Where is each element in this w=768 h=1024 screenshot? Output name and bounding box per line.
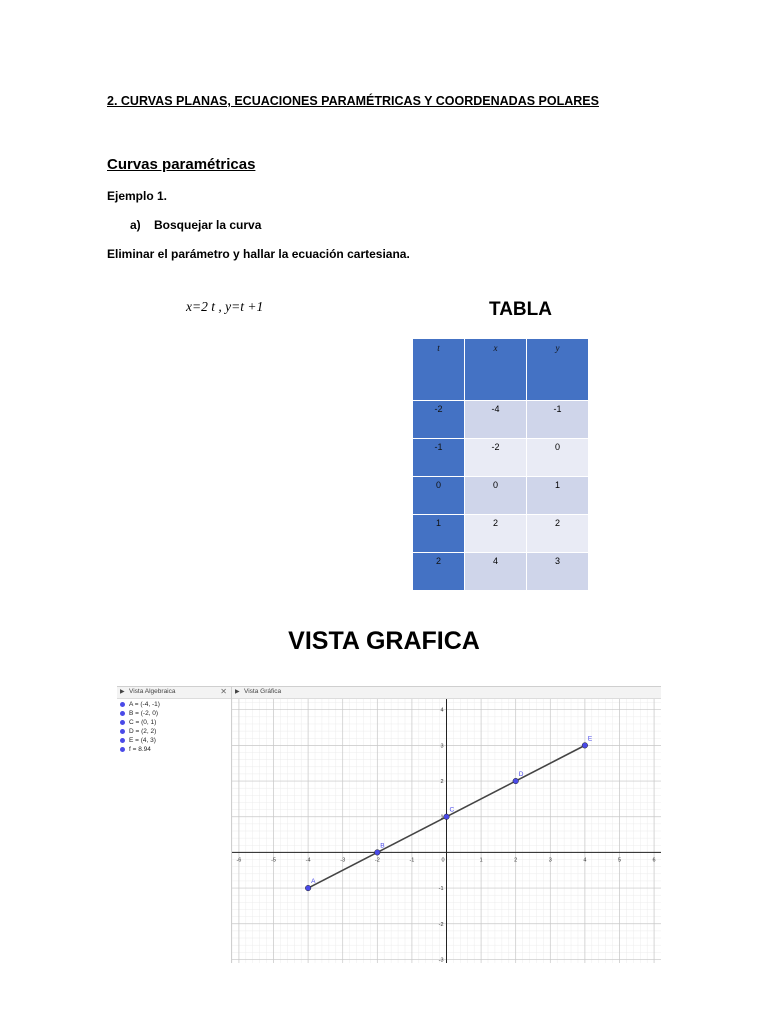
- point-label: E: [587, 735, 593, 743]
- x-tick-label: -4: [305, 857, 311, 864]
- point-visibility-icon[interactable]: [120, 729, 125, 734]
- algebra-view-panel: [117, 687, 232, 963]
- y-tick-label: -3: [438, 957, 444, 963]
- algebra-view-header: [117, 687, 231, 699]
- table-cell: -2: [413, 401, 465, 439]
- table-cell: 0: [413, 477, 465, 515]
- table-header-t: t: [413, 339, 465, 401]
- subsection-title: Curvas paramétricas: [107, 156, 256, 173]
- graphics-view-header: [232, 687, 661, 699]
- x-tick-label: 5: [617, 857, 622, 864]
- table-row: [413, 477, 589, 515]
- table-cell: -1: [527, 401, 589, 439]
- coordinate-plane[interactable]: [232, 699, 661, 963]
- table-cell: 2: [527, 515, 589, 553]
- table-cell: 2: [413, 553, 465, 591]
- x-tick-label: 1: [479, 857, 483, 864]
- point-visibility-icon[interactable]: [120, 720, 125, 725]
- section-title: 2. CURVAS PLANAS, ECUACIONES PARAMÉTRICAS Y COORDENADAS POLARES: [107, 94, 599, 108]
- table-header-row: [413, 339, 589, 401]
- table-row: [413, 553, 589, 591]
- point-a: [305, 885, 311, 891]
- graphics-view-panel[interactable]: [232, 687, 661, 963]
- values-table: [412, 338, 589, 591]
- algebra-item[interactable]: E = (4, 3): [120, 737, 156, 745]
- y-tick-label: 1: [440, 814, 444, 821]
- y-tick-label: -2: [438, 921, 444, 928]
- play-arrow-icon[interactable]: ▶: [120, 689, 125, 695]
- close-icon[interactable]: ✕: [220, 687, 227, 696]
- y-tick-label: -1: [438, 886, 444, 893]
- x-tick-label: -5: [271, 857, 276, 864]
- table-row: [413, 515, 589, 553]
- algebra-view-title: Vista Algebraica: [129, 688, 176, 695]
- point-label: D: [518, 771, 524, 779]
- table-cell: 1: [413, 515, 465, 553]
- point-label: B: [380, 842, 385, 850]
- x-tick-label: -3: [340, 857, 346, 864]
- table-row: [413, 439, 589, 477]
- x-tick-label: -2: [374, 857, 380, 864]
- table-cell: 3: [527, 553, 589, 591]
- algebra-item[interactable]: C = (0, 1): [120, 719, 156, 727]
- point-label: C: [449, 806, 455, 814]
- x-tick-label: 2: [514, 857, 518, 864]
- x-tick-label: 6: [652, 857, 656, 864]
- table-title: TABLA: [489, 299, 552, 320]
- algebra-item[interactable]: D = (2, 2): [120, 728, 156, 736]
- play-arrow-icon[interactable]: ▶: [235, 689, 240, 695]
- table-cell: 0: [465, 477, 527, 515]
- x-tick-label: -6: [236, 857, 242, 864]
- table-cell: -2: [465, 439, 527, 477]
- graphics-view-title: Vista Gráfica: [244, 688, 282, 695]
- algebra-item[interactable]: B = (-2, 0): [120, 710, 158, 718]
- algebra-item[interactable]: A = (-4, -1): [120, 701, 160, 709]
- point-label: A: [311, 878, 316, 886]
- algebra-item[interactable]: f = 8.94: [120, 746, 151, 754]
- parametric-equation: x=2 t , y=t +1: [186, 299, 264, 314]
- table-cell: 2: [465, 515, 527, 553]
- x-tick-label: 0: [441, 857, 445, 864]
- geogebra-screenshot: [117, 686, 661, 963]
- table-cell: -4: [465, 401, 527, 439]
- point-visibility-icon[interactable]: [120, 738, 125, 743]
- y-tick-label: 2: [440, 779, 444, 786]
- x-tick-label: 3: [548, 857, 552, 864]
- table-cell: 0: [527, 439, 589, 477]
- point-d: [513, 778, 519, 784]
- item-a: a) Bosquejar la curva: [130, 218, 262, 232]
- segment-visibility-icon[interactable]: [120, 747, 125, 752]
- point-visibility-icon[interactable]: [120, 711, 125, 716]
- point-b: [375, 850, 381, 856]
- y-tick-label: 4: [440, 707, 444, 714]
- table-cell: 4: [465, 553, 527, 591]
- x-tick-label: 4: [583, 857, 587, 864]
- table-header-y: y: [527, 339, 589, 401]
- table-cell: -1: [413, 439, 465, 477]
- table-row: [413, 401, 589, 439]
- table-cell: 1: [527, 477, 589, 515]
- graph-title: VISTA GRAFICA: [288, 627, 480, 655]
- table-header-x: x: [465, 339, 527, 401]
- point-c: [444, 814, 450, 820]
- point-visibility-icon[interactable]: [120, 702, 125, 707]
- point-e: [582, 743, 588, 749]
- y-tick-label: 3: [440, 743, 444, 750]
- x-tick-label: -1: [409, 857, 415, 864]
- example-label: Ejemplo 1.: [107, 189, 168, 203]
- instruction-text: Eliminar el parámetro y hallar la ecuación cartesiana.: [107, 247, 410, 261]
